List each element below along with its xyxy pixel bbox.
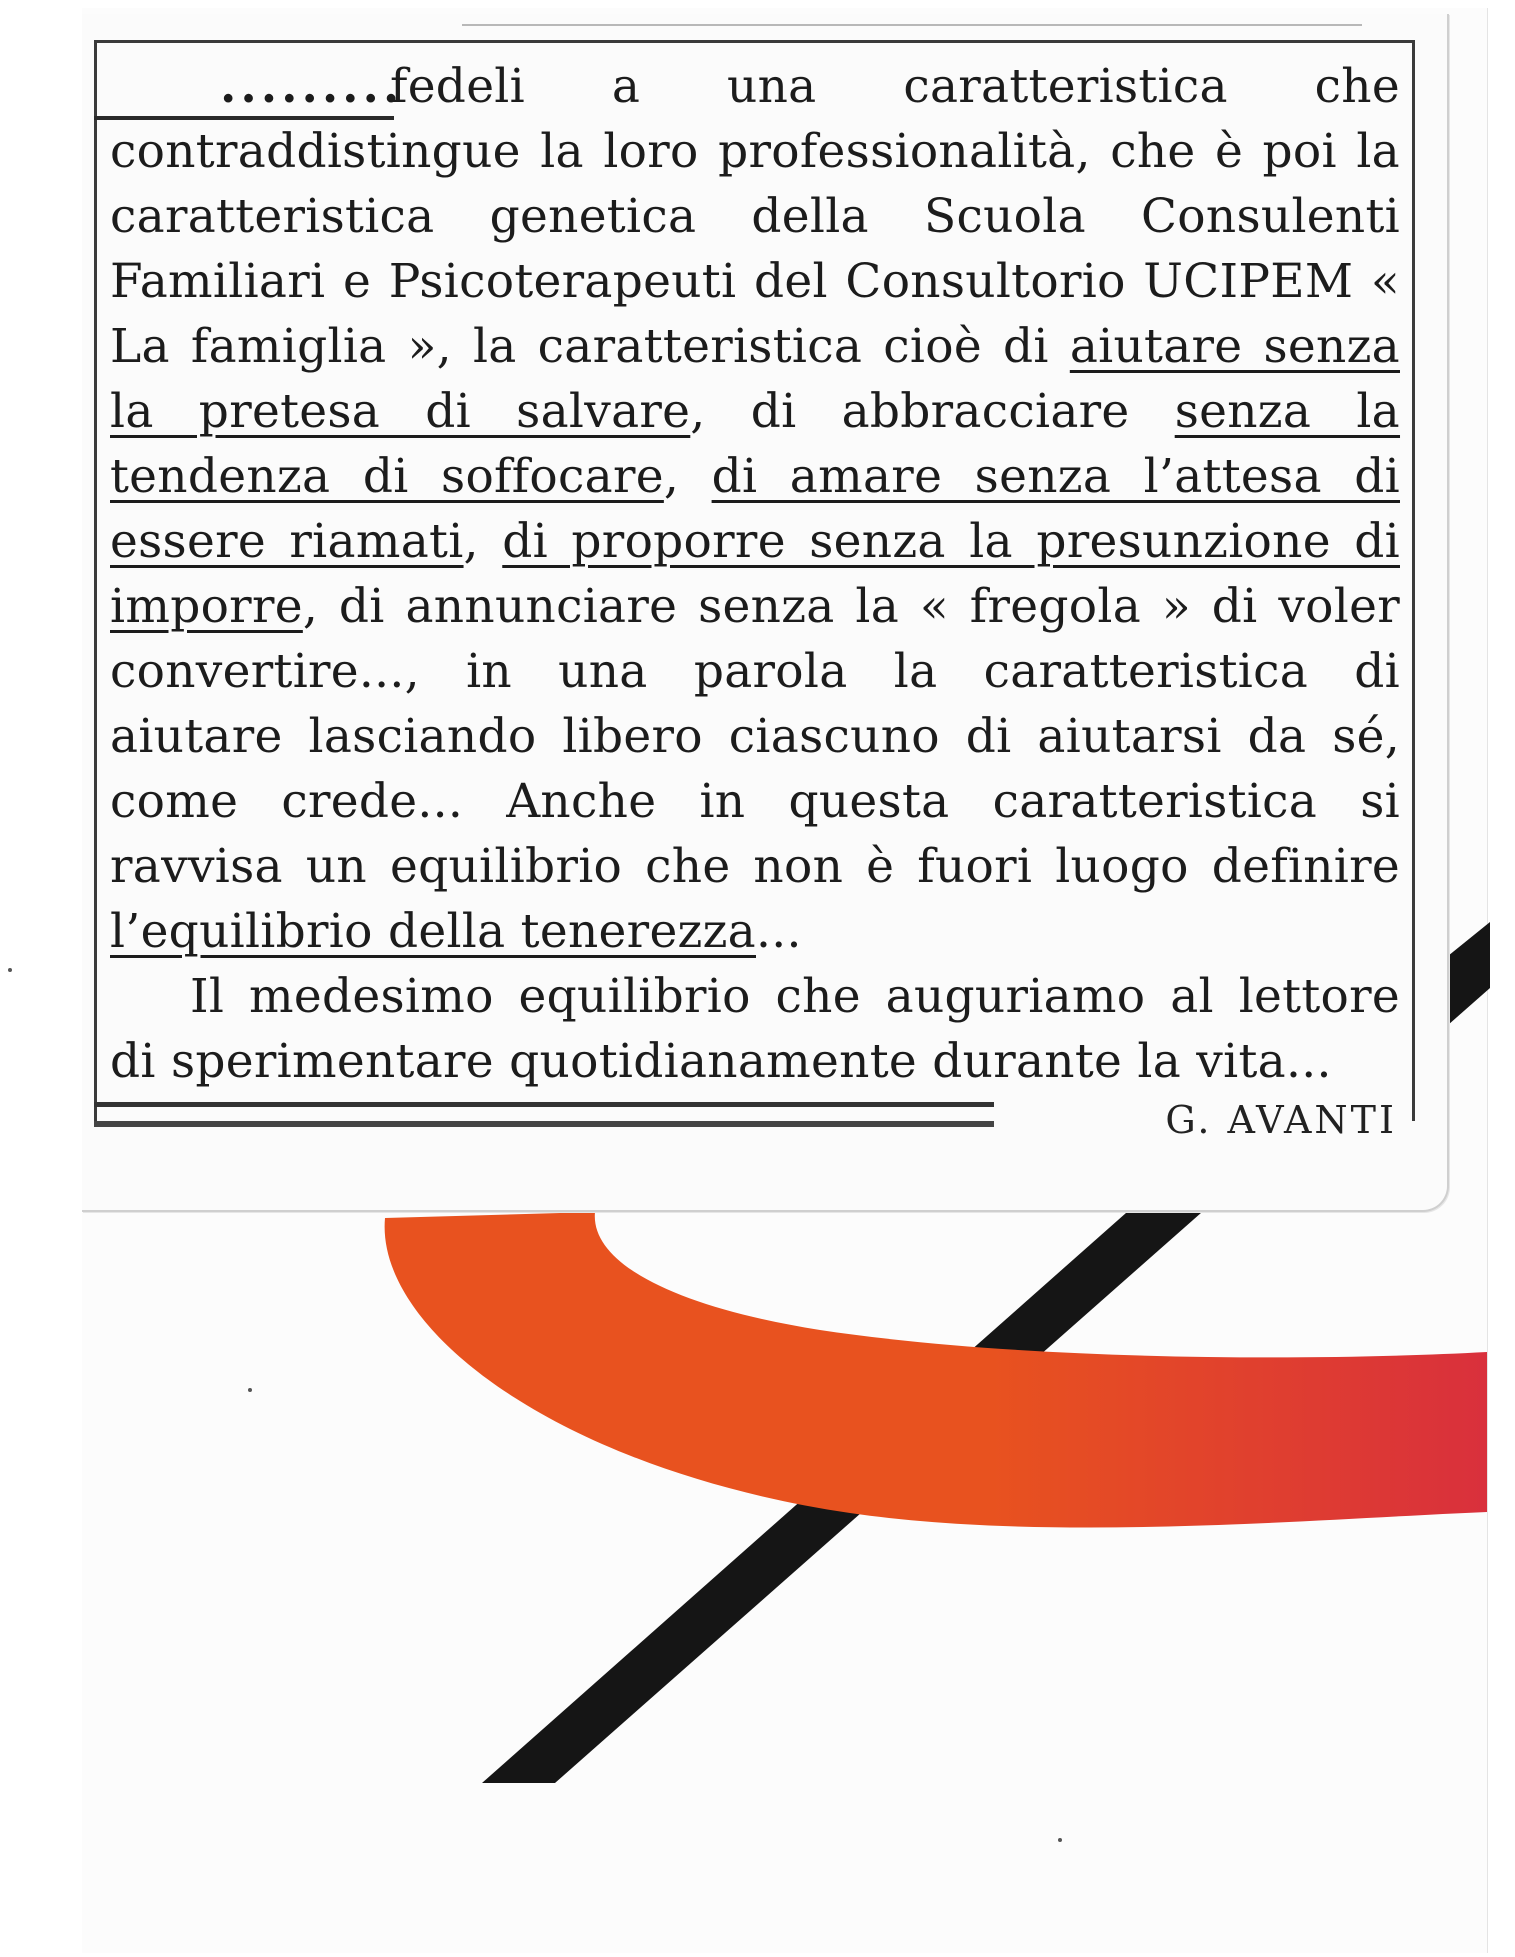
text-segment-3: , (663, 449, 712, 504)
underlined-phrase-5: l’equilibrio della tenerezza (110, 904, 756, 959)
text-segment-4: , (463, 514, 503, 569)
underlined-phrase-4: di proporre senza la presunzione di imporre (110, 514, 1400, 634)
scan-speck (8, 968, 12, 972)
scan-speck (248, 1388, 252, 1392)
text-segment-5: , di annunciare senza la « fregola » di voler convertire..., in una parola la caratteristica di aiutare lasciando libero ciascuno di aiutarsi da sé, come crede... Anche in questa caratteristica si ravvisa un equilibrio che non è fuori luogo definire (110, 579, 1400, 894)
paragraph-1 (110, 54, 1400, 964)
orange-ribbon (385, 1212, 1487, 1528)
newspaper-clipping (82, 14, 1449, 1212)
top-rule-thin (462, 24, 1362, 26)
scan-speck (1058, 1838, 1062, 1842)
underlined-phrase-3: di amare senza l’attesa di essere riamati (110, 449, 1400, 569)
underlined-phrase-2: senza la tendenza di soffocare (110, 384, 1401, 504)
paragraph-2: Il medesimo equilibrio che auguriamo al lettore di sperimentare quotidianamente durante la vita... (110, 969, 1400, 1089)
article-text (110, 54, 1400, 1094)
text-segment-2: , di abbracciare (690, 384, 1175, 439)
underlined-phrase-1: aiutare senza la pretesa di salvare (110, 319, 1400, 439)
diagonal-bar-upper (1443, 922, 1490, 1025)
text-segment-1: fedeli a una caratteristica che contraddistingue la loro professionalità, che è poi la caratteristica genetica della Scuola Consulenti Familiari e Psicoterapeuti del Consultorio UCIPEM « La famiglia », la caratteristica cioè di (110, 59, 1400, 374)
lead-dots: ......... (220, 59, 404, 114)
bottom-rule (94, 1102, 994, 1127)
text-segment-6: ... (756, 904, 802, 959)
author-signature: G. AVANTI (1165, 1098, 1397, 1142)
